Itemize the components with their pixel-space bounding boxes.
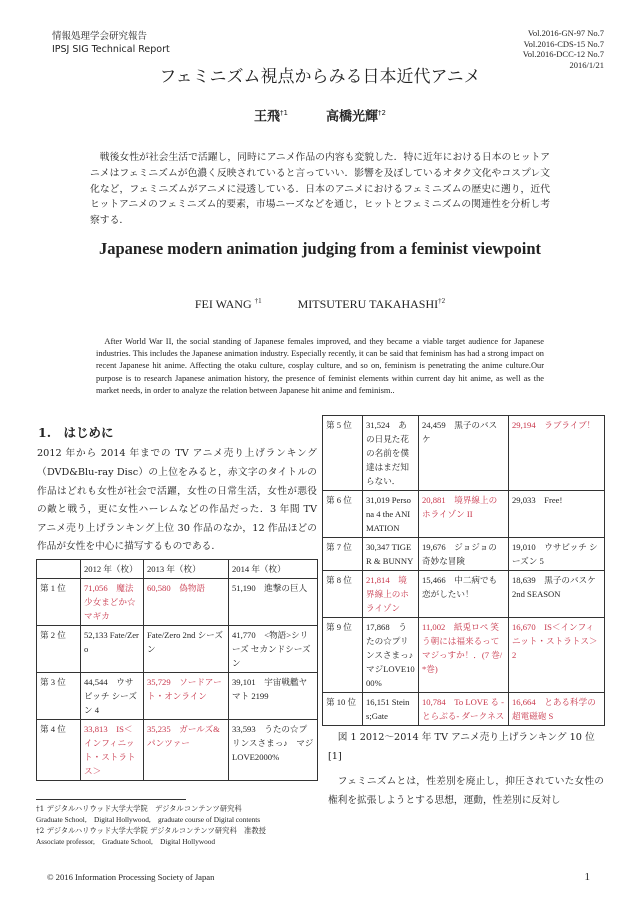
author-mark: †2 xyxy=(378,109,386,117)
author-name: FEI WANG xyxy=(194,296,252,311)
footnote: †2 デジタルハリウッド大学大学院 デジタルコンテンツ研究科 准教授 xyxy=(36,825,266,835)
page-number: 1 xyxy=(584,870,590,883)
section-heading: 1. はじめに xyxy=(38,425,114,441)
rank-cell: 第 1 位 xyxy=(37,578,81,625)
volume-line: Vol.2016-CDS-15 No.7 xyxy=(523,38,604,49)
footnote: Associate professor, Graduate School, Digital Hollywood xyxy=(36,836,216,846)
sales-cell: 33,593 うたの☆プリンスさまっ♪ マジLOVE2000% xyxy=(229,719,318,780)
body-paragraph: フェミニズムとは，性差別を廃止し，抑圧されていた女性の権利を拡張しようとする思想，運動，性差別に反対し xyxy=(328,776,604,807)
author-name: MITSUTERU TAKAHASHI xyxy=(297,296,439,311)
table-row xyxy=(323,491,605,538)
date: 2016/1/21 xyxy=(569,59,604,70)
sales-cell: 35,729 ソードアート・オンライン xyxy=(144,672,229,719)
title-en: Japanese modern animation judging from a feminist viewpoint xyxy=(98,238,541,258)
sales-cell: 51,190 進撃の巨人 xyxy=(229,578,318,625)
sales-cell: Fate/Zero 2nd シーズン xyxy=(144,625,229,672)
table-row xyxy=(323,693,605,726)
rank-cell: 第 5 位 xyxy=(323,416,363,491)
rank-cell: 第 9 位 xyxy=(323,618,363,693)
sales-cell: 31,524 あの日見た花の名前を僕達はまだ知らない． xyxy=(363,416,419,491)
sales-cell: 41,770 <物語>シリーズ セカンドシーズン xyxy=(229,625,318,672)
author-name: 高橋光輝 xyxy=(326,109,379,125)
author-mark: †1 xyxy=(280,109,288,117)
sales-cell: 71,056 魔法少女まどか☆マギカ xyxy=(81,578,144,625)
sales-cell: 16,664 とある科学の超電磁砲 S xyxy=(509,693,605,726)
journal-name-jp: 情報処理学会研究報告 xyxy=(52,31,148,42)
sales-cell: 39,101 宇宙戦艦ヤマト 2199 xyxy=(229,672,318,719)
copyright: © 2016 Information Processing Society of Japan xyxy=(47,871,215,882)
footnote-divider xyxy=(36,799,186,800)
sales-cell: 44,544 ウサビッチ シーズン 4 xyxy=(81,672,144,719)
sales-cell: 52,133 Fate/Zero xyxy=(81,625,144,672)
title-jp: フェミニズム視点からみる日本近代アニメ xyxy=(159,67,481,87)
table-row xyxy=(37,672,318,719)
sales-cell: 19,010 ウサビッチ シーズン 5 xyxy=(509,538,605,571)
rank-cell: 第 3 位 xyxy=(37,672,81,719)
sales-cell: 31,019 Persona 4 the ANIMATION xyxy=(363,491,419,538)
table-row xyxy=(37,578,318,625)
sales-cell: 17,868 うたの☆プリンスさまっ♪ マジLOVE1000% xyxy=(363,618,419,693)
sales-cell: 18,639 黒子のバスケ 2nd SEASON xyxy=(509,571,605,618)
author-mark: †1 xyxy=(254,296,262,305)
ranking-table-part1 xyxy=(36,559,318,781)
column-header: 2014 年（枚） xyxy=(229,559,318,578)
rank-cell: 第 4 位 xyxy=(37,719,81,780)
footnote: Graduate School, Digital Hollywood, graduate course of Digital contents xyxy=(36,814,261,824)
table-row xyxy=(37,719,318,780)
two-column-body xyxy=(36,415,604,847)
left-column xyxy=(36,415,317,847)
ranking-table-part2 xyxy=(322,415,605,726)
author-mark: †2 xyxy=(438,296,446,305)
body-paragraph: 2012 年から 2014 年までの TV アニメ売り上げランキング（DVD&Blu-ray Disc）の上位をみると，赤文字のタイトルの作品はどれも女性が社会で活躍，女性の日常生活，女性が悪役の敵と戦う，更に女性ハーレムなどの作品だった．3 年間 TV アニメ売り上げランキング上位 30 作品のなか，12 作品ほどの作品が女性を中心に描写するものである． xyxy=(37,448,317,553)
journal-name xyxy=(52,30,170,56)
table-row xyxy=(37,625,318,672)
table-row xyxy=(323,416,605,491)
rank-cell: 第 2 位 xyxy=(37,625,81,672)
sales-cell: 24,459 黒子のバスケ xyxy=(419,416,509,491)
sales-cell: 16,151 Steins;Gate xyxy=(363,693,419,726)
rank-cell: 第 6 位 xyxy=(323,491,363,538)
sales-cell: 11,002 紙兎ロペ 笑う朝には福来るってマジっすか！．(7 巻/*巻) xyxy=(419,618,509,693)
sales-cell: 19,676 ジョジョの奇妙な冒険 xyxy=(419,538,509,571)
rank-cell: 第 7 位 xyxy=(323,538,363,571)
sales-cell: 15,466 中二病でも恋がしたい！ xyxy=(419,571,509,618)
authors-jp xyxy=(0,104,640,126)
column-header xyxy=(37,559,81,578)
volume-info xyxy=(523,28,604,70)
sales-cell: 21,814 境界線上のホライゾン xyxy=(363,571,419,618)
rank-cell: 第 8 位 xyxy=(323,571,363,618)
footnote: †1 デジタルハリウッド大学大学院 デジタルコンテンツ研究科 xyxy=(36,803,242,813)
table-header-row xyxy=(37,559,318,578)
volume-line: Vol.2016-GN-97 No.7 xyxy=(527,28,604,38)
authors-en xyxy=(0,293,640,312)
figure-caption: 図 1 2012～2014 年 TV アニメ売り上げランキング 10 位 [1] xyxy=(328,732,595,763)
sales-cell: 29,194 ラブライブ！ xyxy=(509,416,605,491)
sales-cell: 33,813 IS＜インフィニット・ストラトス＞ xyxy=(81,719,144,780)
column-header: 2012 年（枚） xyxy=(81,559,144,578)
volume-line: Vol.2016-DCC-12 No.7 xyxy=(522,49,604,59)
page-footer xyxy=(47,871,590,883)
sales-cell: 16,670 IS＜インフィニット・ストラトス＞2 xyxy=(509,618,605,693)
author-name: 王飛 xyxy=(254,109,281,125)
table-row xyxy=(323,538,605,571)
sales-cell: 35,235 ガールズ&パンツァー xyxy=(144,719,229,780)
sales-cell: 10,784 To LOVE る -とらぶる- ダークネス xyxy=(419,693,509,726)
sales-cell: 30,347 TIGER & BUNNY xyxy=(363,538,419,571)
sales-cell: 60,580 偽物語 xyxy=(144,578,229,625)
abstract-en: After World War II, the social standing of Japanese females improved, and they became a viable target audience for Japanese industries. This includes the Japanese animation industry. Especially recently, it can be said that feminism has had a strong impact on recent Japanese hit anime. Affecting the otaku culture, cosplay culture, and so on, feminism is penetrating the anime culture.Our purpose is to research Japanese animation history, the presence of feminist elements within current day hit anime, as well as the market needs, in order to analyze the relation between Japanese hit anime and feminism.. xyxy=(96,336,544,396)
journal-name-en: IPSJ SIG Technical Report xyxy=(52,44,170,55)
right-column xyxy=(322,415,604,810)
sales-cell: 20,881 境界線上のホライゾン II xyxy=(419,491,509,538)
table-row xyxy=(323,571,605,618)
sales-cell: 29,033 Free! xyxy=(509,491,605,538)
rank-cell: 第 10 位 xyxy=(323,693,363,726)
abstract-jp: 戦後女性が社会生活で活躍し，同時にアニメ作品の内容も変貌した．特に近年における日本のヒットアニメはフェミニズムが色濃く反映されていると言っていい．影響を及ぼしているオタク文化やコスプレ文化など，フェミニズムがアニメに浸透している．日本のアニメにおけるフェミニズムの歴史に遡り，近代ヒットアニメのフェミニズム的要素，市場ニーズなどを通じ，ヒットとフェミニズムの関連性を分析し考察する． xyxy=(90,152,550,227)
footnotes xyxy=(36,803,326,847)
column-header: 2013 年（枚） xyxy=(144,559,229,578)
table-row xyxy=(323,618,605,693)
